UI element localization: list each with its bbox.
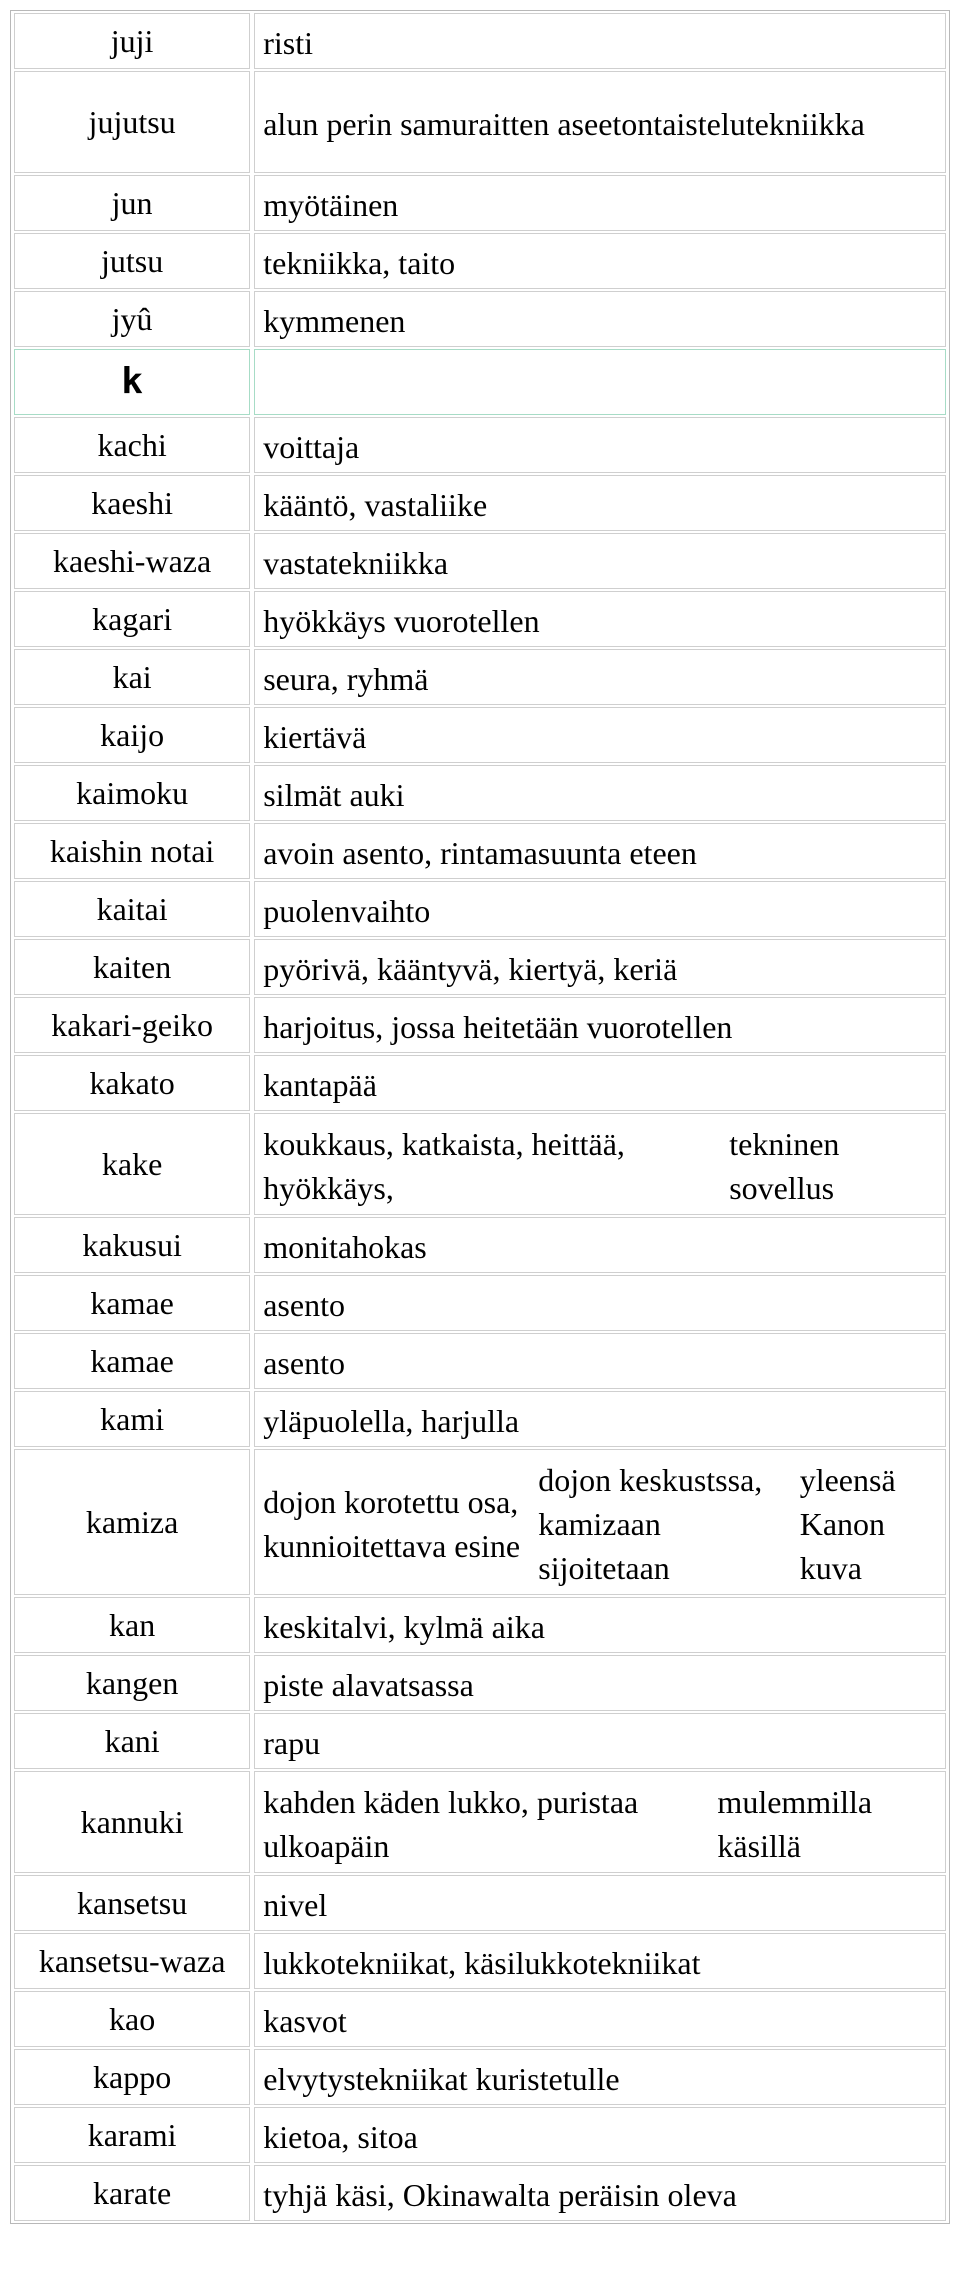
definition-cell: lukkotekniikat, käsilukkotekniikat	[254, 1933, 946, 1989]
definition-cell: silmät auki	[254, 765, 946, 821]
table-row	[14, 2165, 946, 2221]
term-cell: kaeshi	[14, 475, 250, 531]
table-row	[14, 1771, 946, 1873]
table-row	[14, 1933, 946, 1989]
table-row	[14, 233, 946, 289]
definition-cell: monitahokas	[254, 1217, 946, 1273]
definition-cell: keskitalvi, kylmä aika	[254, 1597, 946, 1653]
definition-cell: kietoa, sitoa	[254, 2107, 946, 2163]
definition-cell: yläpuolella, harjulla	[254, 1391, 946, 1447]
definition-cell: alun perin samuraitten aseeton taistelutekniikka	[254, 71, 946, 173]
term-cell: kake	[14, 1113, 250, 1215]
definition-cell: hyökkäys vuorotellen	[254, 591, 946, 647]
definition-cell: seura, ryhmä	[254, 649, 946, 705]
table-row	[14, 765, 946, 821]
definition-cell: kääntö, vastaliike	[254, 475, 946, 531]
definition-cell: nivel	[254, 1875, 946, 1931]
table-row	[14, 175, 946, 231]
table-row	[14, 1713, 946, 1769]
table-row	[14, 13, 946, 69]
table-row	[14, 707, 946, 763]
definition-cell: kasvot	[254, 1991, 946, 2047]
definition-cell: puolenvaihto	[254, 881, 946, 937]
term-cell: kaimoku	[14, 765, 250, 821]
term-cell: jujutsu	[14, 71, 250, 173]
table-row	[14, 71, 946, 173]
definition-cell: tekniikka, taito	[254, 233, 946, 289]
term-cell: kakato	[14, 1055, 250, 1111]
definition-cell: pyörivä, kääntyvä, kiertyä, keriä	[254, 939, 946, 995]
definition-cell: piste alavatsassa	[254, 1655, 946, 1711]
table-row	[14, 1217, 946, 1273]
definition-cell: harjoitus, jossa heitetään vuorotellen	[254, 997, 946, 1053]
table-row	[14, 417, 946, 473]
table-row	[14, 1655, 946, 1711]
table-row	[14, 881, 946, 937]
term-cell: karate	[14, 2165, 250, 2221]
term-cell: kamae	[14, 1275, 250, 1331]
term-cell: kansetsu	[14, 1875, 250, 1931]
definition-cell: koukkaus, katkaista, heittää, hyökkäys, tekninen sovellus	[254, 1113, 946, 1215]
table-row	[14, 1333, 946, 1389]
term-cell: kami	[14, 1391, 250, 1447]
term-cell: kagari	[14, 591, 250, 647]
table-row	[14, 291, 946, 347]
term-cell: kan	[14, 1597, 250, 1653]
table-row	[14, 475, 946, 531]
table-row	[14, 997, 946, 1053]
section-letter-row	[14, 349, 946, 415]
definition-cell: risti	[254, 13, 946, 69]
term-cell: kamae	[14, 1333, 250, 1389]
term-cell: kannuki	[14, 1771, 250, 1873]
definition-cell: tyhjä käsi, Okinawalta peräisin oleva	[254, 2165, 946, 2221]
definition-cell: asento	[254, 1333, 946, 1389]
definition-cell: kymmenen	[254, 291, 946, 347]
table-row	[14, 939, 946, 995]
term-cell: kaishin notai	[14, 823, 250, 879]
definition-cell: avoin asento, rintamasuunta eteen	[254, 823, 946, 879]
term-cell: kaijo	[14, 707, 250, 763]
term-cell: kaitai	[14, 881, 250, 937]
section-letter: k	[14, 349, 250, 415]
table-row	[14, 1113, 946, 1215]
table-row	[14, 1991, 946, 2047]
term-cell: jun	[14, 175, 250, 231]
table-row	[14, 823, 946, 879]
term-cell: kaeshi-waza	[14, 533, 250, 589]
term-cell: kakari-geiko	[14, 997, 250, 1053]
table-row	[14, 1391, 946, 1447]
definition-cell: kiertävä	[254, 707, 946, 763]
table-row	[14, 649, 946, 705]
definition-cell: rapu	[254, 1713, 946, 1769]
term-cell: kakusui	[14, 1217, 250, 1273]
term-cell: jyû	[14, 291, 250, 347]
glossary-table	[10, 10, 950, 2224]
table-row	[14, 2107, 946, 2163]
term-cell: kansetsu-waza	[14, 1933, 250, 1989]
definition-cell: kantapää	[254, 1055, 946, 1111]
table-row	[14, 1055, 946, 1111]
table-row	[14, 533, 946, 589]
term-cell: juji	[14, 13, 250, 69]
table-row	[14, 591, 946, 647]
table-row	[14, 2049, 946, 2105]
definition-cell: asento	[254, 1275, 946, 1331]
term-cell: kao	[14, 1991, 250, 2047]
term-cell: kamiza	[14, 1449, 250, 1595]
term-cell: jutsu	[14, 233, 250, 289]
term-cell: kani	[14, 1713, 250, 1769]
table-row	[14, 1275, 946, 1331]
definition-cell	[254, 349, 946, 415]
term-cell: kachi	[14, 417, 250, 473]
term-cell: karami	[14, 2107, 250, 2163]
table-row	[14, 1449, 946, 1595]
definition-cell: elvytystekniikat kuristetulle	[254, 2049, 946, 2105]
table-row	[14, 1597, 946, 1653]
table-row	[14, 1875, 946, 1931]
definition-cell: vastatekniikka	[254, 533, 946, 589]
term-cell: kangen	[14, 1655, 250, 1711]
definition-cell: kahden käden lukko, puristaa ulkoapäin mulemmilla käsillä	[254, 1771, 946, 1873]
definition-cell: dojon korotettu osa, kunnioitettava esine dojon keskustssa, kamizaan sijoitetaan yleensä Kanon kuva	[254, 1449, 946, 1595]
term-cell: kai	[14, 649, 250, 705]
definition-cell: voittaja	[254, 417, 946, 473]
definition-cell: myötäinen	[254, 175, 946, 231]
term-cell: kaiten	[14, 939, 250, 995]
term-cell: kappo	[14, 2049, 250, 2105]
